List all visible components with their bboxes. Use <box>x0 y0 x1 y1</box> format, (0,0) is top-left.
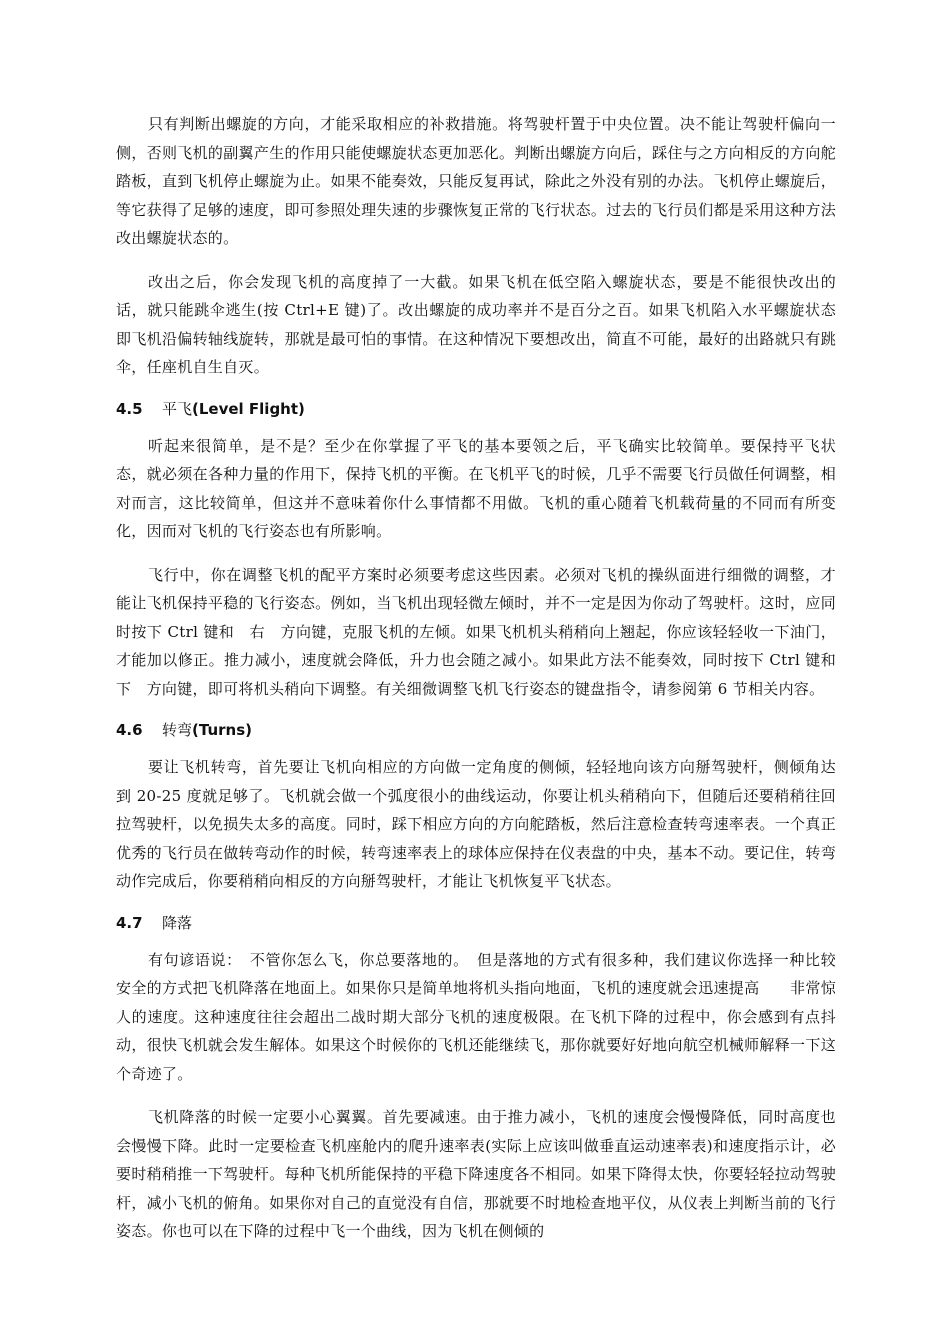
section-heading-4-7 <box>116 911 836 935</box>
section-heading-4-5 <box>116 397 836 421</box>
paragraph-landing-procedure: 飞机降落的时候一定要小心翼翼。首先要减速。由于推力减小，飞机的速度会慢慢降低，同时高度也会慢慢下降。此时一定要检查飞机座舱内的爬升速率表(实际上应该叫做垂直运动速率表)和速度指示计，必要时稍稍推一下驾驶杆。每种飞机所能保持的平稳下降速度各不相同。如果下降得太快，你要轻轻拉动驾驶杆，减小飞机的俯角。如果你对自己的直觉没有自信，那就要不时地检查地平仪，从仪表上判断当前的飞行姿态。你也可以在下降的过程中飞一个曲线，因为飞机在侧倾的 <box>116 1108 836 1240</box>
paragraph-turns: 要让飞机转弯，首先要让飞机向相应的方向做一定角度的侧倾，轻轻地向该方向掰驾驶杆，侧倾角达到 20-25 度就足够了。飞机就会做一个弧度很小的曲线运动，你要让机头稍稍向下，但随后还要稍稍往回拉驾驶杆，以免损失太多的高度。同时，踩下相应方向的方向舵踏板，然后注意检查转弯速率表。一个真正优秀的飞行员在做转弯动作的时候，转弯速率表上的球体应保持在仪表盘的中央，基本不动。要记住，转弯动作完成后，你要稍稍向相反的方向掰驾驶杆，才能让飞机恢复平飞状态。 <box>116 758 836 890</box>
paragraph-level-flight-trim: 飞行中，你在调整飞机的配平方案时必须要考虑这些因素。必须对飞机的操纵面进行细微的调整，才能让飞机保持平稳的飞行姿态。例如，当飞机出现轻微左倾时，并不一定是因为你动了驾驶杆。这时，应同时按下 Ctrl 键和 右 方向键，克服飞机的左倾。如果飞机机头稍稍向上翘起，你应该轻轻收一下油门，才能加以修正。推力减小，速度就会降低，升力也会随之减小。如果此方法不能奏效，同时按下 Ctrl 键和 下 方向键，即可将机头稍向下调整。有关细微调整飞机飞行姿态的键盘指令，请参阅第 6 节相关内容。 <box>116 565 852 698</box>
paragraph-level-flight-intro: 听起来很简单，是不是？至少在你掌握了平飞的基本要领之后，平飞确实比较简单。要保持平飞状态，就必须在各种力量的作用下，保持飞机的平衡。在飞机平飞的时候，几乎不需要飞行员做任何调整，相对而言，这比较简单，但这并不意味着你什么事情都不用做。飞机的重心随着飞机载荷量的不同而有所变化，因而对飞机的飞行姿态也有所影响。 <box>116 436 836 540</box>
paragraph-spin-recovery: 只有判断出螺旋的方向，才能采取相应的补救措施。将驾驶杆置于中央位置。决不能让驾驶杆偏向一侧，否则飞机的副翼产生的作用只能使螺旋状态更加恶化。判断出螺旋方向后，踩住与之方向相反的方向舵踏板，直到飞机停止螺旋为止。如果不能奏效，只能反复再试，除此之外没有别的办法。飞机停止螺旋后，等它获得了足够的速度，即可参照处理失速的步骤恢复正常的飞行状态。过去的飞行员们都是采用这种方法改出螺旋状态的。 <box>116 115 836 247</box>
paragraph-landing-proverb: 有句谚语说： 不管你怎么飞，你总要落地的。 但是落地的方式有很多种，我们建议你选择一种比较安全的方式把飞机降落在地面上。如果你只是简单地将机头指向地面，飞机的速度就会迅速提高 非常惊人的速度。这种速度往往会超出二战时期大部分飞机的速度极限。在飞机下降的过程中，你会感到有点抖动，很快飞机就会发生解体。如果这个时候你的飞机还能继续飞，那你就要好好地向航空机械师解释一下这个奇迹了。 <box>116 950 836 1083</box>
section-title-latin: (Turns) <box>192 721 252 739</box>
paragraph-after-recovery: 改出之后，你会发现飞机的高度掉了一大截。如果飞机在低空陷入螺旋状态，要是不能很快改出的话，就只能跳伞逃生(按 Ctrl+E 键)了。改出螺旋的成功率并不是百分之百。如果飞机陷入水平螺旋状态 即飞机沿偏转轴线旋转，那就是最可怕的事情。在这种情况下要想改出，简直不可能，最好的出路就只有跳伞，任座机自生自灭。 <box>116 272 867 376</box>
section-number: 4.7 <box>116 913 143 932</box>
section-title-latin: (Level Flight) <box>192 399 305 418</box>
section-number: 4.5 <box>116 399 143 418</box>
section-title-cjk: 降落 <box>162 913 193 932</box>
section-heading-4-6 <box>116 718 836 742</box>
document-page <box>116 110 867 1261</box>
section-title-cjk: 平飞 <box>162 399 193 418</box>
section-title-cjk: 转弯 <box>162 721 193 739</box>
section-number: 4.6 <box>116 721 143 739</box>
